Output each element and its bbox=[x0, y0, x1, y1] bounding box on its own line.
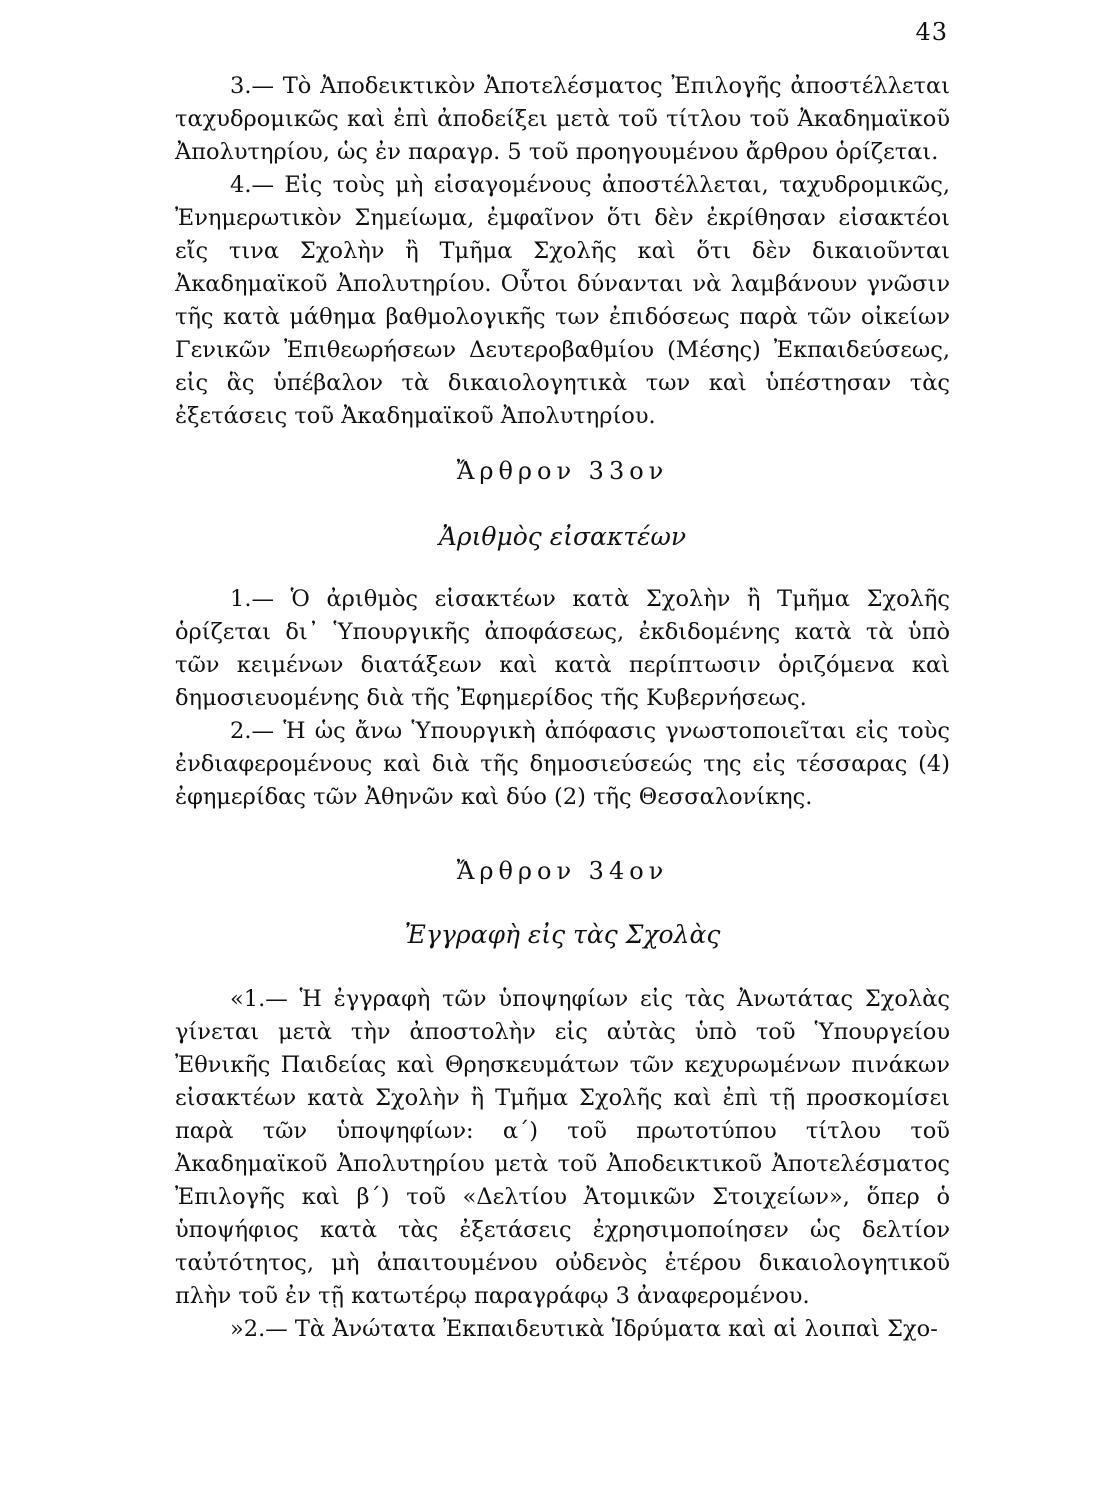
article-33-heading: Ἄρθρον 33ον bbox=[456, 457, 669, 485]
article-33-paragraph-2: 2.— Ἡ ὡς ἄνω Ὑπουργικὴ ἀπόφασις γνωστοποιεῖται εἰς τοὺς ἐνδιαφερομένους καὶ διὰ τῆς δημοσιεύσεώς της εἰς τέσσαρας (4) ἐφημερίδας τῶν Ἀθηνῶν καὶ δύο (2) τῆς Θεσσαλονίκης. bbox=[175, 718, 950, 810]
paragraph-4: 4.— Εἰς τοὺς μὴ εἰσαγομένους ἀποστέλλεται, ταχυδρομικῶς, Ἐνημερωτικὸν Σημείωμα, ἐμφαῖνον ὅτι δὲν ἐκρίθησαν εἰσακτέοι εἴς τινα Σχολὴν ἢ Τμῆμα Σχολῆς καὶ ὅτι δὲν δικαιοῦνται Ἀκαδημαϊκοῦ Ἀπολυτηρίου. Οὗτοι δύνανται νὰ λαμβάνουν γνῶσιν τῆς κατὰ μάθημα βαθμολογικῆς των ἐπιδόσεως παρὰ τῶν οἰκείων Γενικῶν Ἐπιθεωρήσεων Δευτεροβαθμίου (Μέσης) Ἐκπαιδεύσεως, εἰς ἃς ὑπέβαλον τὰ δικαιολογητικὰ των καὶ ὑπέστησαν τὰς ἐξετάσεις τοῦ Ἀκαδημαϊκοῦ Ἀπολυτηρίου. bbox=[175, 172, 950, 429]
page-number: 43 bbox=[915, 18, 948, 46]
article-34-title-block bbox=[175, 918, 950, 951]
article-33-title-block bbox=[175, 520, 950, 553]
article-34-title: Ἐγγραφὴ εἰς τὰς Σχολὰς bbox=[404, 920, 721, 949]
article-34-paragraph-2: »2.— Τὰ Ἀνώτατα Ἐκπαιδευτικὰ Ἱδρύματα καὶ αἱ λοιπαὶ Σχο- bbox=[230, 1316, 938, 1342]
article-34-heading: Ἄρθρον 34ον bbox=[456, 857, 669, 885]
article-34-body bbox=[175, 983, 950, 1346]
intro-section bbox=[175, 70, 950, 433]
article-34-heading-block bbox=[175, 855, 950, 888]
article-34-paragraph-1: «1.— Ἡ ἐγγραφὴ τῶν ὑποψηφίων εἰς τὰς Ἀνωτάτας Σχολὰς γίνεται μετὰ τὴν ἀποστολὴν εἰς αὐτὰς ὑπὸ τοῦ Ὑπουργείου Ἐθνικῆς Παιδείας καὶ Θρησκευμάτων τῶν κεχυρωμένων πινάκων εἰσακτέων κατὰ Σχολὴν ἢ Τμῆμα Σχολῆς καὶ ἐπὶ τῇ προσκομίσει παρὰ τῶν ὑποψηφίων: α΄) τοῦ πρωτοτύπου τίτλου τοῦ Ἀκαδημαϊκοῦ Ἀπολυτηρίου μετὰ τοῦ Ἀποδεικτικοῦ Ἀποτελέσματος Ἐπιλογῆς καὶ β΄) τοῦ «Δελτίου Ἀτομικῶν Στοιχείων», ὅπερ ὁ ὑποψήφιος κατὰ τὰς ἐξετάσεις ἐχρησιμοποίησεν ὡς δελτίον ταὐτότητος, μὴ ἀπαιτουμένου οὐδενὸς ἑτέρου δικαιολογητικοῦ πλὴν τοῦ ἐν τῇ κατωτέρῳ παραγράφῳ 3 ἀναφερομένου. bbox=[175, 986, 950, 1309]
article-33-body bbox=[175, 583, 950, 814]
article-33-paragraph-1: 1.— Ὁ ἀριθμὸς εἰσακτέων κατὰ Σχολὴν ἢ Τμῆμα Σχολῆς ὁρίζεται δι᾽ Ὑπουργικῆς ἀποφάσεως, ἐκδιδομένης κατὰ τὰ ὑπὸ τῶν κειμένων διατάξεων καὶ κατὰ περίπτωσιν ὁριζόμενα καὶ δημοσιευομένης διὰ τῆς Ἐφημερίδος τῆς Κυβερνήσεως. bbox=[175, 586, 950, 711]
paragraph-3: 3.— Τὸ Ἀποδεικτικὸν Ἀποτελέσματος Ἐπιλογῆς ἀποστέλλεται ταχυδρομικῶς καὶ ἐπὶ ἀποδείξει μετὰ τοῦ τίτλου τοῦ Ἀκαδημαϊκοῦ Ἀπολυτηρίου, ὡς ἐν παραγρ. 5 τοῦ προηγουμένου ἄρθρου ὁρίζεται. bbox=[175, 73, 950, 165]
article-33-title: Ἀριθμὸς εἰσακτέων bbox=[438, 522, 687, 551]
article-33-heading-block bbox=[175, 455, 950, 488]
